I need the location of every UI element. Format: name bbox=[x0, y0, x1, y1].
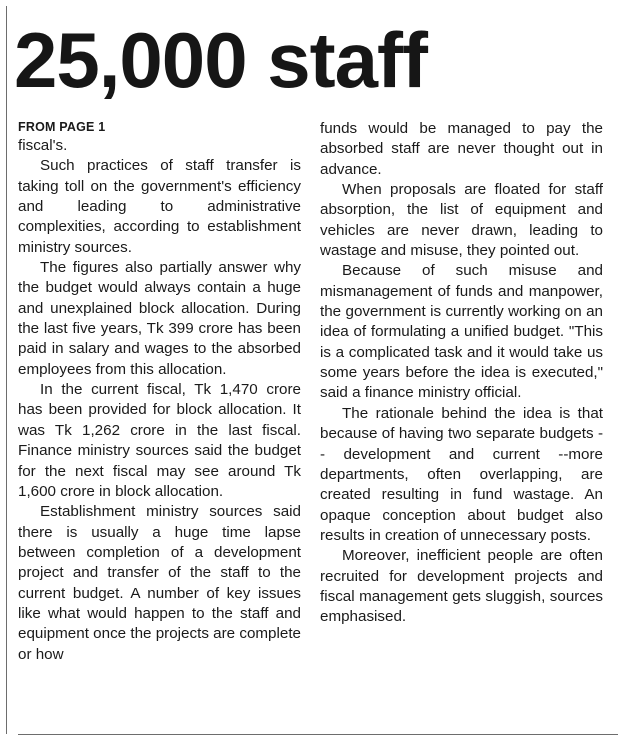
article-column-left bbox=[18, 119, 301, 665]
paragraph-funds-managed: funds would be managed to pay the absorbed staff are never thought out in advance. bbox=[320, 120, 603, 178]
paragraph-inefficient-people: Moreover, inefficient people are often recruited for development projects and fiscal management gets sluggish, sources emphasised. bbox=[320, 547, 603, 626]
paragraph-staff-transfer: Such practices of staff transfer is taking toll on the government's efficiency and leading to administrative complexities, according to establishment ministry sources. bbox=[18, 157, 301, 256]
paragraph-current-fiscal: In the current fiscal, Tk 1,470 crore has been provided for block allocation. It was Tk 1,262 crore in the last fiscal. Finance ministry sources said the budget for the next fiscal may see around Tk 1,600 crore in block allocation. bbox=[18, 381, 301, 500]
paragraph-staff-absorption: When proposals are floated for staff absorption, the list of equipment and vehicles are never drawn, leading to wastage and misuse, they pointed out. bbox=[320, 181, 603, 260]
paragraph-unified-budget: Because of such misuse and mismanagement of funds and manpower, the government is currently working on an idea of formulating a unified budget. "This is a complicated task and it would take us some years before the idea is executed," said a finance ministry official. bbox=[320, 262, 603, 402]
headline: 25,000 staff bbox=[14, 16, 427, 104]
continuation-kicker: FROM PAGE 1 bbox=[18, 120, 106, 134]
paragraph-fiscal-carryover: fiscal's. bbox=[18, 137, 68, 154]
article-column-right bbox=[320, 119, 603, 628]
paragraph-block-allocation: The figures also partially answer why the budget would always contain a huge and unexplained block allocation. During the last five years, Tk 399 crore has been paid in salary and wages to the absorbed employees from this allocation. bbox=[18, 259, 301, 378]
paragraph-time-lapse: Establishment ministry sources said there is usually a huge time lapse between completion of a development project and transfer of the staff to the current budget. A number of key issues like what would happen to the staff and equipment once the projects are complete or how bbox=[18, 503, 301, 663]
bottom-rule bbox=[18, 734, 618, 735]
left-column-rule bbox=[6, 6, 7, 734]
paragraph-rationale: The rationale behind the idea is that because of having two separate budgets -- development and current --more departments, often overlapping, are created resulting in fund wastage. An opaque conception about budget also results in creation of unnecessary posts. bbox=[320, 404, 603, 544]
